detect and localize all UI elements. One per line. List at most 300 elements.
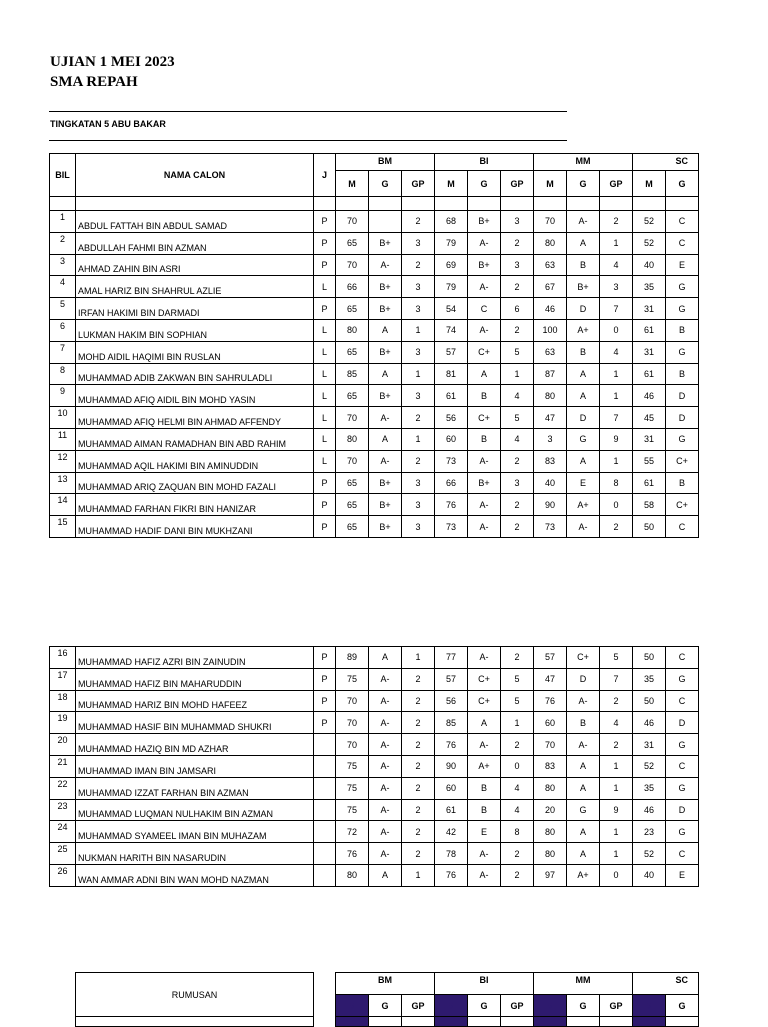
sc-grade: B [666,319,699,341]
results-table-2 [49,646,699,887]
sc-grade: D [666,712,699,734]
student-name: MUHAMMAD HAZIQ BIN MD AZHAR [76,734,314,756]
sc-mark: 52 [633,755,666,777]
mm-grade: G [567,799,600,821]
mm-mark: 63 [534,254,567,276]
bm-grade: A- [369,843,402,865]
bi-grade: E [468,821,501,843]
mm-grade: B+ [567,276,600,298]
sc-grade: G [666,298,699,320]
table-row [50,298,699,320]
mm-grade: A [567,777,600,799]
summary-bi-g: G [468,995,501,1017]
mm-mark: 100 [534,319,567,341]
mm-mark: 97 [534,864,567,886]
mm-grade: B [567,254,600,276]
bi-mark: 90 [435,755,468,777]
bi-mark: 69 [435,254,468,276]
summary-bm-gp: GP [402,995,435,1017]
sc-mark: 35 [633,276,666,298]
sc-mark: 50 [633,516,666,538]
bi-grade: A- [468,647,501,669]
mm-grade: A [567,821,600,843]
bi-mark: 42 [435,821,468,843]
bm-gp: 1 [402,647,435,669]
sc-mark: 61 [633,319,666,341]
sc-mark: 46 [633,799,666,821]
table-row [50,319,699,341]
bm-mark: 75 [336,777,369,799]
mm-grade: A [567,232,600,254]
mm-mark: 80 [534,232,567,254]
bi-grade: A+ [468,755,501,777]
sc-mark: 35 [633,668,666,690]
results-body-1 [50,211,699,538]
row-number: 24 [50,821,76,843]
bm-grade: A- [369,690,402,712]
header-mm-m: M [534,171,567,197]
bi-mark: 68 [435,211,468,233]
bi-grade: A- [468,450,501,472]
sc-grade: D [666,385,699,407]
sc-grade: C+ [666,450,699,472]
bm-gp: 2 [402,712,435,734]
mm-gp: 2 [600,690,633,712]
sc-grade: B [666,472,699,494]
bi-gp: 2 [501,734,534,756]
bi-gp: 2 [501,450,534,472]
bi-mark: 81 [435,363,468,385]
table-row [50,254,699,276]
bm-grade: A- [369,777,402,799]
mm-gp: 2 [600,516,633,538]
table-row [50,211,699,233]
table-row [50,450,699,472]
sc-grade: D [666,799,699,821]
table-row [50,734,699,756]
mm-gp: 7 [600,668,633,690]
student-name: MUHAMMAD HADIF DANI BIN MUKHZANI [76,516,314,538]
table-row [50,821,699,843]
sc-grade: C [666,690,699,712]
sc-grade: G [666,821,699,843]
student-name: MUHAMMAD AQIL HAKIMI BIN AMINUDDIN [76,450,314,472]
header-bm: BM [336,154,435,171]
student-name: IRFAN HAKIMI BIN DARMADI [76,298,314,320]
sc-mark: 31 [633,298,666,320]
sc-mark: 52 [633,232,666,254]
summary-mm-gp: GP [600,995,633,1017]
bm-gp: 1 [402,428,435,450]
bi-gp: 3 [501,472,534,494]
sc-grade: C [666,516,699,538]
mm-grade: A- [567,734,600,756]
bi-grade: B+ [468,472,501,494]
row-number: 7 [50,341,76,363]
sc-grade: C [666,755,699,777]
bi-grade: B [468,385,501,407]
header-mm: MM [534,154,633,171]
student-name: MUHAMMAD LUQMAN NULHAKIM BIN AZMAN [76,799,314,821]
bi-mark: 76 [435,864,468,886]
bm-mark: 80 [336,319,369,341]
row-number: 6 [50,319,76,341]
sc-grade: E [666,864,699,886]
row-number: 21 [50,755,76,777]
bi-mark: 76 [435,734,468,756]
exam-title: UJIAN 1 MEI 2023 [50,54,175,70]
bm-mark: 85 [336,363,369,385]
gender: P [314,668,336,690]
sc-grade: D [666,407,699,429]
bi-grade: A- [468,843,501,865]
student-name: MUHAMMAD AFIQ AIDIL BIN MOHD YASIN [76,385,314,407]
bm-grade: B+ [369,494,402,516]
sc-mark: 46 [633,385,666,407]
bi-gp: 4 [501,799,534,821]
bm-gp: 2 [402,690,435,712]
summary-bi-gp: GP [501,995,534,1017]
gender: L [314,428,336,450]
mm-gp: 2 [600,734,633,756]
header-sc: SC [633,154,699,171]
bi-mark: 73 [435,516,468,538]
mm-mark: 70 [534,734,567,756]
bm-gp: 3 [402,276,435,298]
gender: P [314,472,336,494]
mm-mark: 57 [534,647,567,669]
bm-mark: 75 [336,668,369,690]
table-row [50,668,699,690]
bm-mark: 70 [336,254,369,276]
bm-mark: 66 [336,276,369,298]
sc-mark: 23 [633,821,666,843]
bm-grade: A- [369,712,402,734]
summary-header-bm: BM [336,973,435,995]
bm-mark: 70 [336,690,369,712]
bm-grade: A [369,363,402,385]
gender [314,864,336,886]
mm-grade: E [567,472,600,494]
mm-grade: D [567,668,600,690]
bi-gp: 2 [501,647,534,669]
table-row [50,407,699,429]
mm-grade: A [567,843,600,865]
bi-grade: A- [468,232,501,254]
summary-sc-g: G [666,995,699,1017]
bi-mark: 76 [435,494,468,516]
class-name: TINGKATAN 5 ABU BAKAR [50,119,166,129]
table-row [50,363,699,385]
row-number: 25 [50,843,76,865]
bm-mark: 65 [336,516,369,538]
mm-grade: A+ [567,494,600,516]
sc-grade: G [666,428,699,450]
student-name: MUHAMMAD SYAMEEL IMAN BIN MUHAZAM [76,821,314,843]
mm-gp: 1 [600,232,633,254]
bi-gp: 1 [501,712,534,734]
gender [314,799,336,821]
bm-mark: 80 [336,864,369,886]
gender: P [314,232,336,254]
student-name: MUHAMMAD IMAN BIN JAMSARI [76,755,314,777]
mm-mark: 80 [534,777,567,799]
mm-mark: 80 [534,821,567,843]
bi-mark: 79 [435,276,468,298]
mm-grade: G [567,428,600,450]
bi-gp: 8 [501,821,534,843]
sc-grade: C [666,843,699,865]
mm-gp: 1 [600,450,633,472]
mm-gp: 0 [600,494,633,516]
bi-gp: 2 [501,516,534,538]
header-bm-g: G [369,171,402,197]
summary-header-sc: SC [633,973,699,995]
student-name: AMAL HARIZ BIN SHAHRUL AZLIE [76,276,314,298]
sc-mark: 55 [633,450,666,472]
mm-grade: A [567,450,600,472]
bm-mark: 89 [336,647,369,669]
sc-mark: 52 [633,843,666,865]
student-name: MUHAMMAD HARIZ BIN MOHD HAFEEZ [76,690,314,712]
bi-gp: 4 [501,777,534,799]
table-row [50,494,699,516]
bm-mark: 72 [336,821,369,843]
header-mm-gp: GP [600,171,633,197]
bm-gp: 2 [402,211,435,233]
table-row [50,755,699,777]
bm-gp: 3 [402,298,435,320]
bm-mark: 75 [336,755,369,777]
mm-mark: 76 [534,690,567,712]
student-name: MUHAMMAD HASIF BIN MUHAMMAD SHUKRI [76,712,314,734]
mm-grade: A [567,755,600,777]
bi-grade: B+ [468,211,501,233]
summary-header-mm: MM [534,973,633,995]
divider-top [49,111,567,112]
bi-grade: C+ [468,668,501,690]
header-nama-calon: NAMA CALON [76,154,314,197]
mm-gp: 0 [600,864,633,886]
sc-grade: B [666,363,699,385]
row-number: 26 [50,864,76,886]
bm-mark: 65 [336,385,369,407]
bi-mark: 79 [435,232,468,254]
bi-mark: 78 [435,843,468,865]
bi-gp: 0 [501,755,534,777]
mm-mark: 67 [534,276,567,298]
table-row [50,690,699,712]
student-name: MOHD AIDIL HAQIMI BIN RUSLAN [76,341,314,363]
gender [314,843,336,865]
sc-mark: 50 [633,690,666,712]
sc-mark: 35 [633,777,666,799]
mm-grade: A- [567,211,600,233]
sc-mark: 61 [633,363,666,385]
header-sc-m: M [633,171,666,197]
mm-gp: 1 [600,821,633,843]
mm-grade: D [567,298,600,320]
bi-grade: A [468,712,501,734]
row-number: 22 [50,777,76,799]
gender: P [314,254,336,276]
bm-grade: B+ [369,298,402,320]
sc-grade: G [666,777,699,799]
summary-table [75,972,699,1027]
bm-mark: 65 [336,298,369,320]
summary-mm-m: M [534,995,567,1017]
results-table-1 [49,153,699,538]
row-number: 1 [50,211,76,233]
bi-gp: 3 [501,211,534,233]
sc-mark: 31 [633,428,666,450]
student-name: WAN AMMAR ADNI BIN WAN MOHD NAZMAN [76,864,314,886]
mm-mark: 3 [534,428,567,450]
sc-grade: C [666,211,699,233]
bi-mark: 73 [435,450,468,472]
bm-mark: 70 [336,450,369,472]
mm-mark: 83 [534,755,567,777]
gender: L [314,276,336,298]
bm-gp: 2 [402,734,435,756]
bi-gp: 6 [501,298,534,320]
header-bi-gp: GP [501,171,534,197]
mm-grade: A+ [567,864,600,886]
bi-mark: 85 [435,712,468,734]
bi-gp: 5 [501,341,534,363]
results-body-2 [50,647,699,887]
bm-gp: 2 [402,407,435,429]
bi-grade: A- [468,864,501,886]
gender: L [314,385,336,407]
bm-gp: 3 [402,516,435,538]
sc-grade: G [666,276,699,298]
mm-mark: 46 [534,298,567,320]
mm-mark: 83 [534,450,567,472]
bi-grade: A- [468,734,501,756]
mm-gp: 7 [600,407,633,429]
mm-mark: 63 [534,341,567,363]
gender: L [314,341,336,363]
table-row [50,276,699,298]
bi-grade: A- [468,516,501,538]
bi-gp: 5 [501,407,534,429]
mm-grade: A- [567,690,600,712]
student-name: ABDUL FATTAH BIN ABDUL SAMAD [76,211,314,233]
bm-mark: 70 [336,734,369,756]
bm-gp: 3 [402,232,435,254]
row-number: 14 [50,494,76,516]
mm-mark: 80 [534,843,567,865]
gender [314,755,336,777]
mm-mark: 70 [534,211,567,233]
bm-gp: 2 [402,755,435,777]
row-number: 20 [50,734,76,756]
bm-grade: A- [369,407,402,429]
table-row [50,232,699,254]
gender: P [314,494,336,516]
bi-grade: C+ [468,407,501,429]
mm-gp: 9 [600,428,633,450]
bm-mark: 65 [336,472,369,494]
sc-mark: 46 [633,712,666,734]
bi-grade: B [468,799,501,821]
bm-gp: 2 [402,777,435,799]
summary-bm-g: G [369,995,402,1017]
bm-gp: 1 [402,363,435,385]
mm-mark: 87 [534,363,567,385]
bi-grade: B [468,777,501,799]
student-name: MUHAMMAD IZZAT FARHAN BIN AZMAN [76,777,314,799]
bm-mark: 75 [336,799,369,821]
sc-mark: 61 [633,472,666,494]
bi-grade: C+ [468,341,501,363]
mm-gp: 0 [600,319,633,341]
mm-mark: 20 [534,799,567,821]
bi-mark: 66 [435,472,468,494]
bm-grade: A- [369,821,402,843]
bm-gp: 2 [402,821,435,843]
sc-grade: C [666,647,699,669]
header-mm-g: G [567,171,600,197]
mm-gp: 4 [600,712,633,734]
gender: P [314,690,336,712]
bm-gp: 3 [402,494,435,516]
student-name: MUHAMMAD FARHAN FIKRI BIN HANIZAR [76,494,314,516]
bm-gp: 1 [402,864,435,886]
sc-mark: 50 [633,647,666,669]
bm-grade: B+ [369,341,402,363]
bi-mark: 60 [435,777,468,799]
header-bil: BIL [50,154,76,197]
bm-mark: 80 [336,428,369,450]
header-bi-m: M [435,171,468,197]
student-name: AHMAD ZAHIN BIN ASRI [76,254,314,276]
table-row [50,777,699,799]
bm-grade: A- [369,734,402,756]
bi-gp: 2 [501,276,534,298]
sc-grade: C [666,232,699,254]
mm-mark: 60 [534,712,567,734]
row-number: 2 [50,232,76,254]
row-number: 11 [50,428,76,450]
bi-mark: 77 [435,647,468,669]
summary-mm-g: G [567,995,600,1017]
bi-mark: 56 [435,690,468,712]
mm-gp: 7 [600,298,633,320]
mm-mark: 47 [534,668,567,690]
table-row [50,864,699,886]
mm-mark: 73 [534,516,567,538]
header-sc-g: G [666,171,699,197]
bi-mark: 56 [435,407,468,429]
sc-mark: 52 [633,211,666,233]
bi-gp: 2 [501,494,534,516]
bm-mark: 70 [336,407,369,429]
student-name: MUHAMMAD ARIQ ZAQUAN BIN MOHD FAZALI [76,472,314,494]
bm-grade: A [369,319,402,341]
bm-grade: A [369,647,402,669]
row-number: 15 [50,516,76,538]
row-number: 23 [50,799,76,821]
bi-grade: C [468,298,501,320]
gender: P [314,647,336,669]
divider-bottom [49,140,567,141]
bi-grade: A [468,363,501,385]
bi-grade: A- [468,276,501,298]
bi-gp: 2 [501,319,534,341]
mm-grade: B [567,341,600,363]
